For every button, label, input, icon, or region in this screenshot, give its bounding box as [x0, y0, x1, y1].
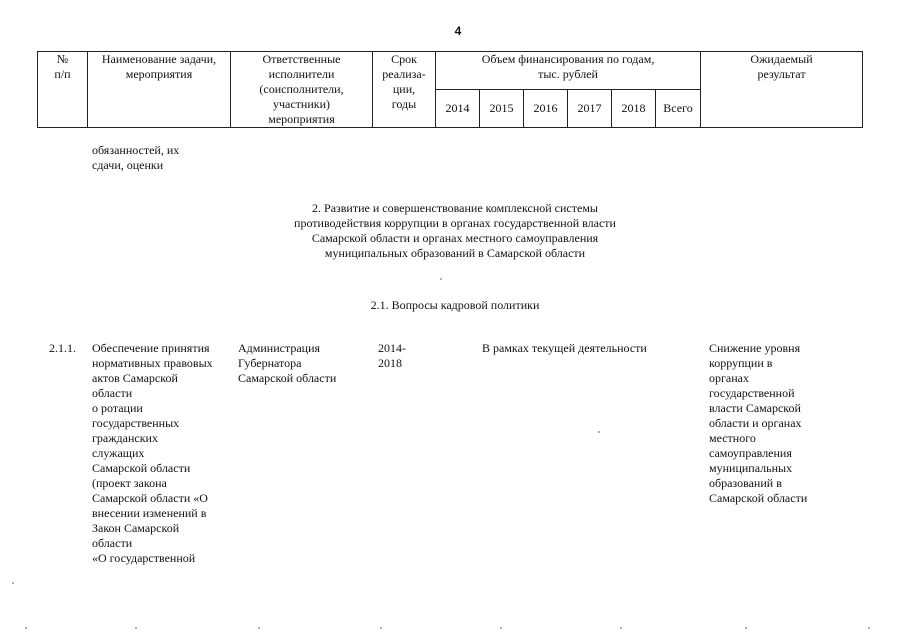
- section-subtitle: 2.1. Вопросы кадровой политики: [370, 298, 540, 312]
- header-responsible: Ответственные исполнители (соисполнители, участники) мероприятия: [231, 52, 373, 128]
- header-year-2018: 2018: [612, 90, 656, 128]
- scan-speck: [380, 627, 382, 629]
- row-term: 2014- 2018: [378, 341, 406, 370]
- row-result: Снижение уровня коррупции в органах государственной власти Самарской области и органах местного самоуправления муниципальных образований в Самарской области: [709, 341, 808, 505]
- scan-speck: [620, 627, 622, 629]
- section-title: 2. Развитие и совершенствование комплексной системы противодействия коррупции в органах государственной власти Самарской области и органах местного самоуправления муниципальных образований в Самарской области: [294, 201, 616, 260]
- header-result: Ожидаемый результат: [701, 52, 863, 128]
- scan-speck: [25, 627, 27, 629]
- header-term: Срок реализа- ции, годы: [373, 52, 436, 128]
- scan-speck: [598, 431, 600, 433]
- scan-speck: [440, 278, 442, 280]
- continuation-text: обязанностей, их сдачи, оценки: [92, 143, 180, 172]
- row-task: Обеспечение принятия нормативных правовых актов Самарской области о ротации государственных гражданских служащих Самарской области (проект закона Самарской области «О внесении изменений в Закон Самарской области «О государственной: [92, 341, 213, 565]
- header-num: № п/п: [38, 52, 88, 128]
- header-year-2016: 2016: [524, 90, 568, 128]
- header-year-2014: 2014: [436, 90, 480, 128]
- row-financing: В рамках текущей деятельности: [482, 341, 647, 355]
- header-year-total: Всего: [656, 90, 701, 128]
- header-year-2017: 2017: [568, 90, 612, 128]
- page-number: 4: [454, 24, 462, 38]
- header-financing: Объем финансирования по годам, тыс. рублей: [436, 52, 701, 90]
- scan-speck: [868, 627, 870, 629]
- scan-speck: [500, 627, 502, 629]
- header-task: Наименование задачи, мероприятия: [88, 52, 231, 128]
- header-year-2015: 2015: [480, 90, 524, 128]
- scan-speck: [258, 627, 260, 629]
- header-table: [37, 51, 863, 128]
- row-number: 2.1.1.: [49, 341, 76, 355]
- row-responsible: Администрация Губернатора Самарской области: [238, 341, 337, 385]
- scan-speck: [135, 627, 137, 629]
- scan-speck: [12, 582, 14, 584]
- scan-speck: [745, 627, 747, 629]
